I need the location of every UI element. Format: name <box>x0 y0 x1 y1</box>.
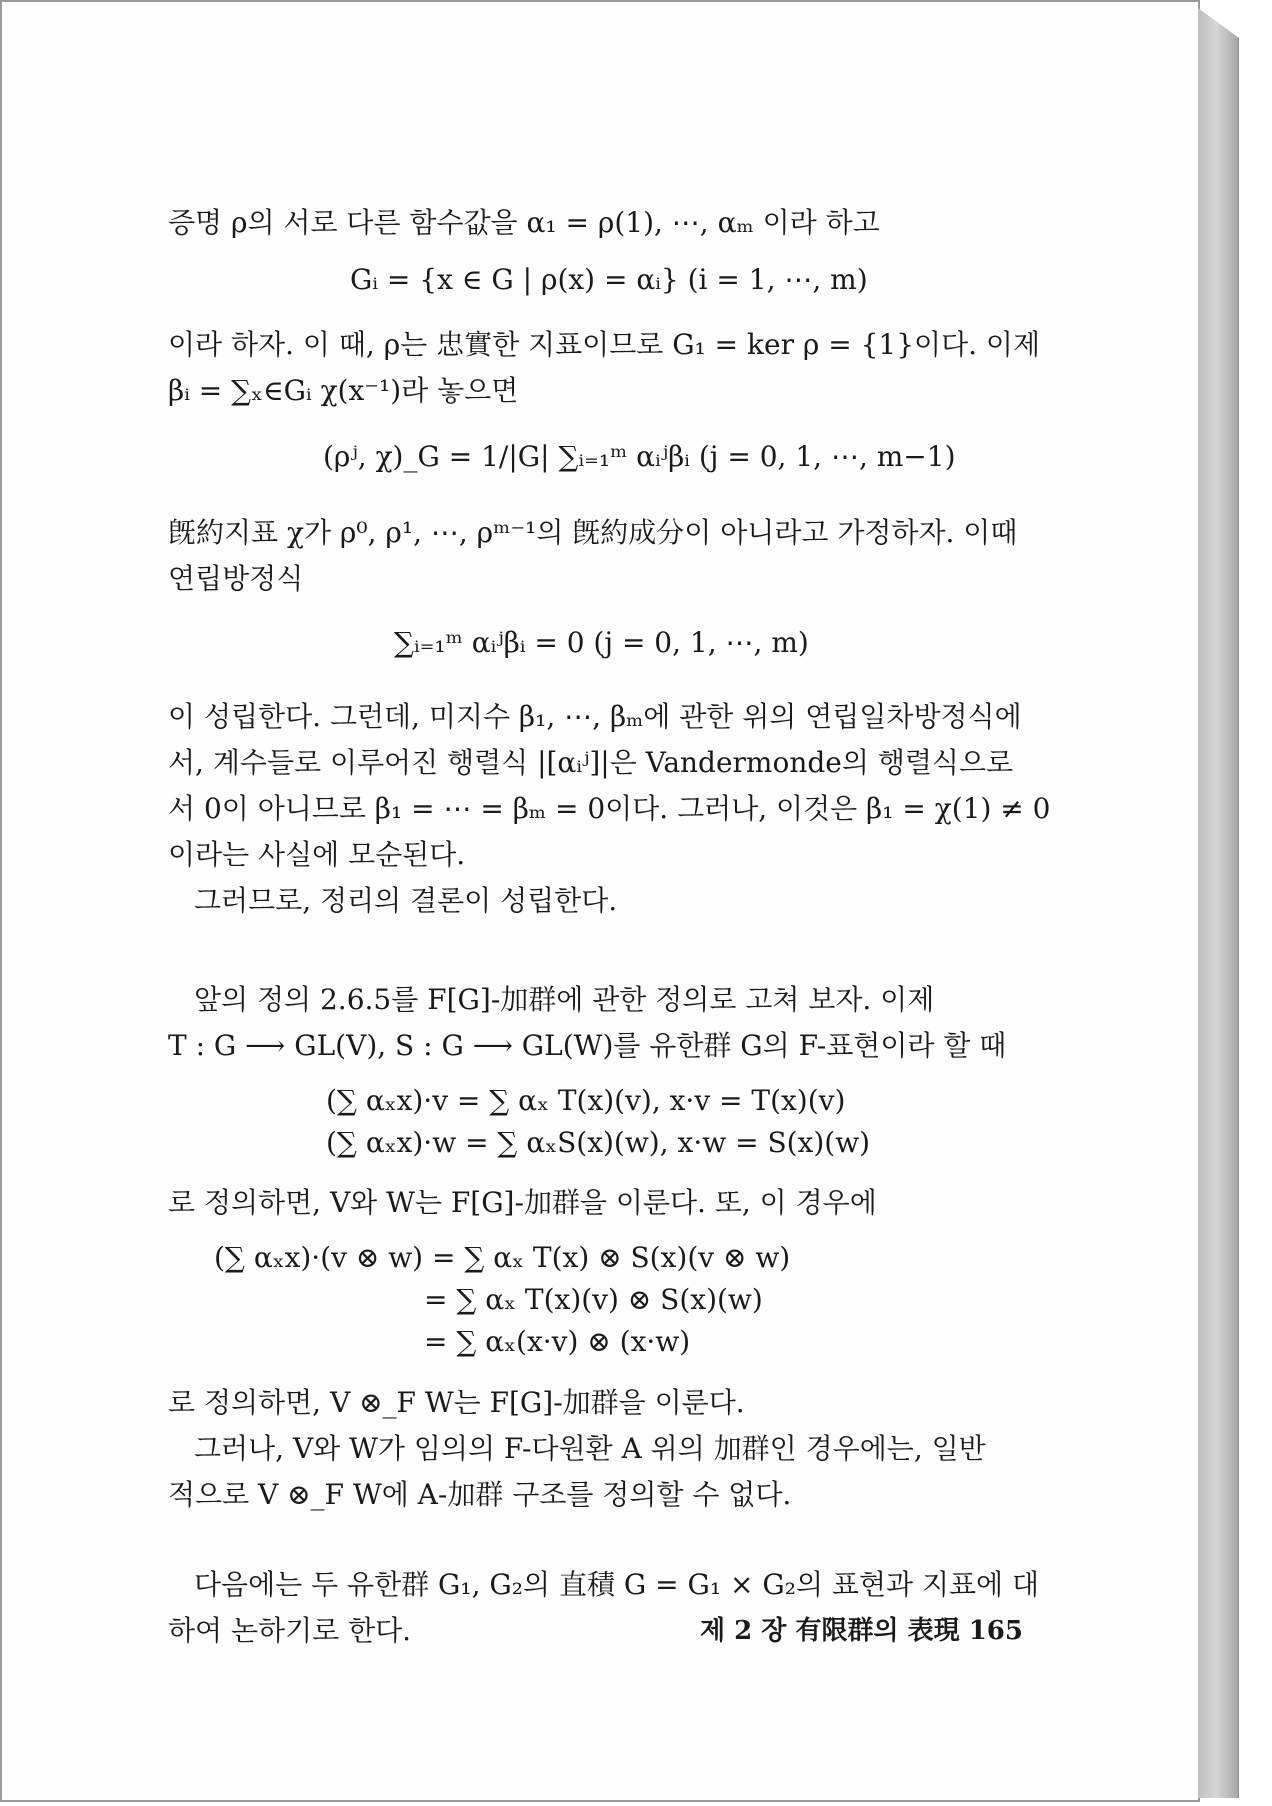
text-line: 서, 계수들로 이루어진 행렬식 |[αᵢʲ]|은 Vandermonde의 행렬식으로 <box>168 746 1014 779</box>
equation-gi: Gᵢ = {x ∈ G | ρ(x) = αᵢ} (i = 1, ⋯, m) <box>350 263 868 296</box>
text-line: 적으로 V ⊗_F W에 A-加群 구조를 정의할 수 없다. <box>168 1478 792 1511</box>
text-line: 로 정의하면, V와 W는 F[G]-加群을 이룬다. 또, 이 경우에 <box>168 1186 877 1219</box>
text-line: 이라는 사실에 모순된다. <box>168 838 466 871</box>
equation-module-v: (∑ αₓx)·v = ∑ αₓ T(x)(v), x·v = T(x)(v) <box>326 1084 846 1117</box>
text-line: 하여 논하기로 한다. <box>168 1614 412 1647</box>
text-line: 로 정의하면, V ⊗_F W는 F[G]-加群을 이룬다. <box>168 1386 745 1419</box>
equation-tensor-1: (∑ αₓx)·(v ⊗ w) = ∑ αₓ T(x) ⊗ S(x)(v ⊗ w) <box>214 1241 791 1274</box>
text-line: βᵢ = ∑ₓ∈Gᵢ χ(x⁻¹)라 놓으면 <box>168 374 519 407</box>
text-line: 이라 하자. 이 때, ρ는 忠實한 지표이므로 G₁ = ker ρ = {1}이다. 이제 <box>168 328 1041 361</box>
text-line: 앞의 정의 2.6.5를 F[G]-加群에 관한 정의로 고쳐 보자. 이제 <box>194 983 935 1016</box>
text-line: 旣約지표 χ가 ρ⁰, ρ¹, ⋯, ρᵐ⁻¹의 旣約成分이 아니라고 가정하자. 이때 <box>168 516 1018 549</box>
text-line: 그러므로, 정리의 결론이 성립한다. <box>194 884 618 917</box>
equation-tensor-2: = ∑ αₓ T(x)(v) ⊗ S(x)(w) <box>424 1283 763 1316</box>
equation-system: ∑ᵢ₌₁ᵐ αᵢʲβᵢ = 0 (j = 0, 1, ⋯, m) <box>394 626 809 659</box>
text-line: 다음에는 두 유한群 G₁, G₂의 直積 G = G₁ × G₂의 표현과 지표에 대 <box>194 1568 1040 1601</box>
proof-line-1: 증명 ρ의 서로 다른 함수값을 α₁ = ρ(1), ⋯, αₘ 이라 하고 <box>168 206 880 239</box>
equation-inner-product: (ρʲ, χ)_G = 1/|G| ∑ᵢ₌₁ᵐ αᵢʲβᵢ (j = 0, 1, ⋯, m−1) <box>323 440 956 473</box>
equation-tensor-3: = ∑ αₓ(x·v) ⊗ (x·w) <box>424 1325 691 1358</box>
text-line: T : G ⟶ GL(V), S : G ⟶ GL(W)를 유한群 G의 F-표현이라 할 때 <box>168 1029 1007 1062</box>
text-line: 서 0이 아니므로 β₁ = ⋯ = βₘ = 0이다. 그러나, 이것은 β₁ = χ(1) ≠ 0 <box>168 792 1051 825</box>
text-line: 연립방정식 <box>168 562 304 595</box>
text-line: 그러나, V와 W가 임의의 F-다원환 A 위의 加群인 경우에는, 일반 <box>194 1432 986 1465</box>
equation-module-w: (∑ αₓx)·w = ∑ αₓS(x)(w), x·w = S(x)(w) <box>326 1126 871 1159</box>
page-edge <box>1198 8 1239 1798</box>
text-line: 이 성립한다. 그런데, 미지수 β₁, ⋯, βₘ에 관한 위의 연립일차방정식에 <box>168 700 1022 733</box>
page-footer: 제 2 장 有限群의 表現 165 <box>700 1616 1023 1646</box>
